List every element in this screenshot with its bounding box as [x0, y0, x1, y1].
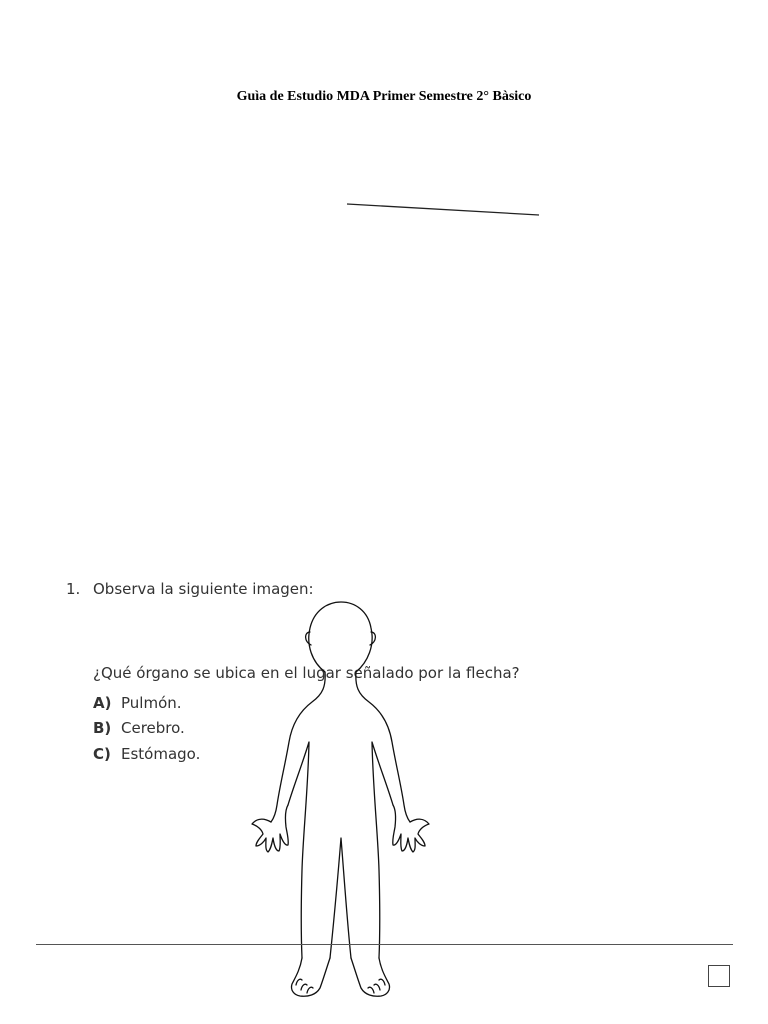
option-c-text: Estómago.	[121, 745, 201, 763]
question-number: 1.	[66, 580, 81, 598]
page-checkbox-icon[interactable]	[708, 965, 730, 987]
option-a-letter: A)	[93, 694, 112, 712]
option-b-text: Cerebro.	[121, 719, 185, 737]
question-intro: Observa la siguiente imagen:	[93, 580, 314, 598]
option-a-text: Pulmón.	[121, 694, 182, 712]
question-prompt: ¿Qué órgano se ubica en el lugar señalado por la flecha?	[93, 664, 520, 682]
option-b-letter: B)	[93, 719, 112, 737]
page-title: Guìa de Estudio MDA Primer Semestre 2° Bàsico	[236, 89, 532, 104]
option-c-letter: C)	[93, 745, 111, 763]
footer-divider	[36, 944, 733, 945]
